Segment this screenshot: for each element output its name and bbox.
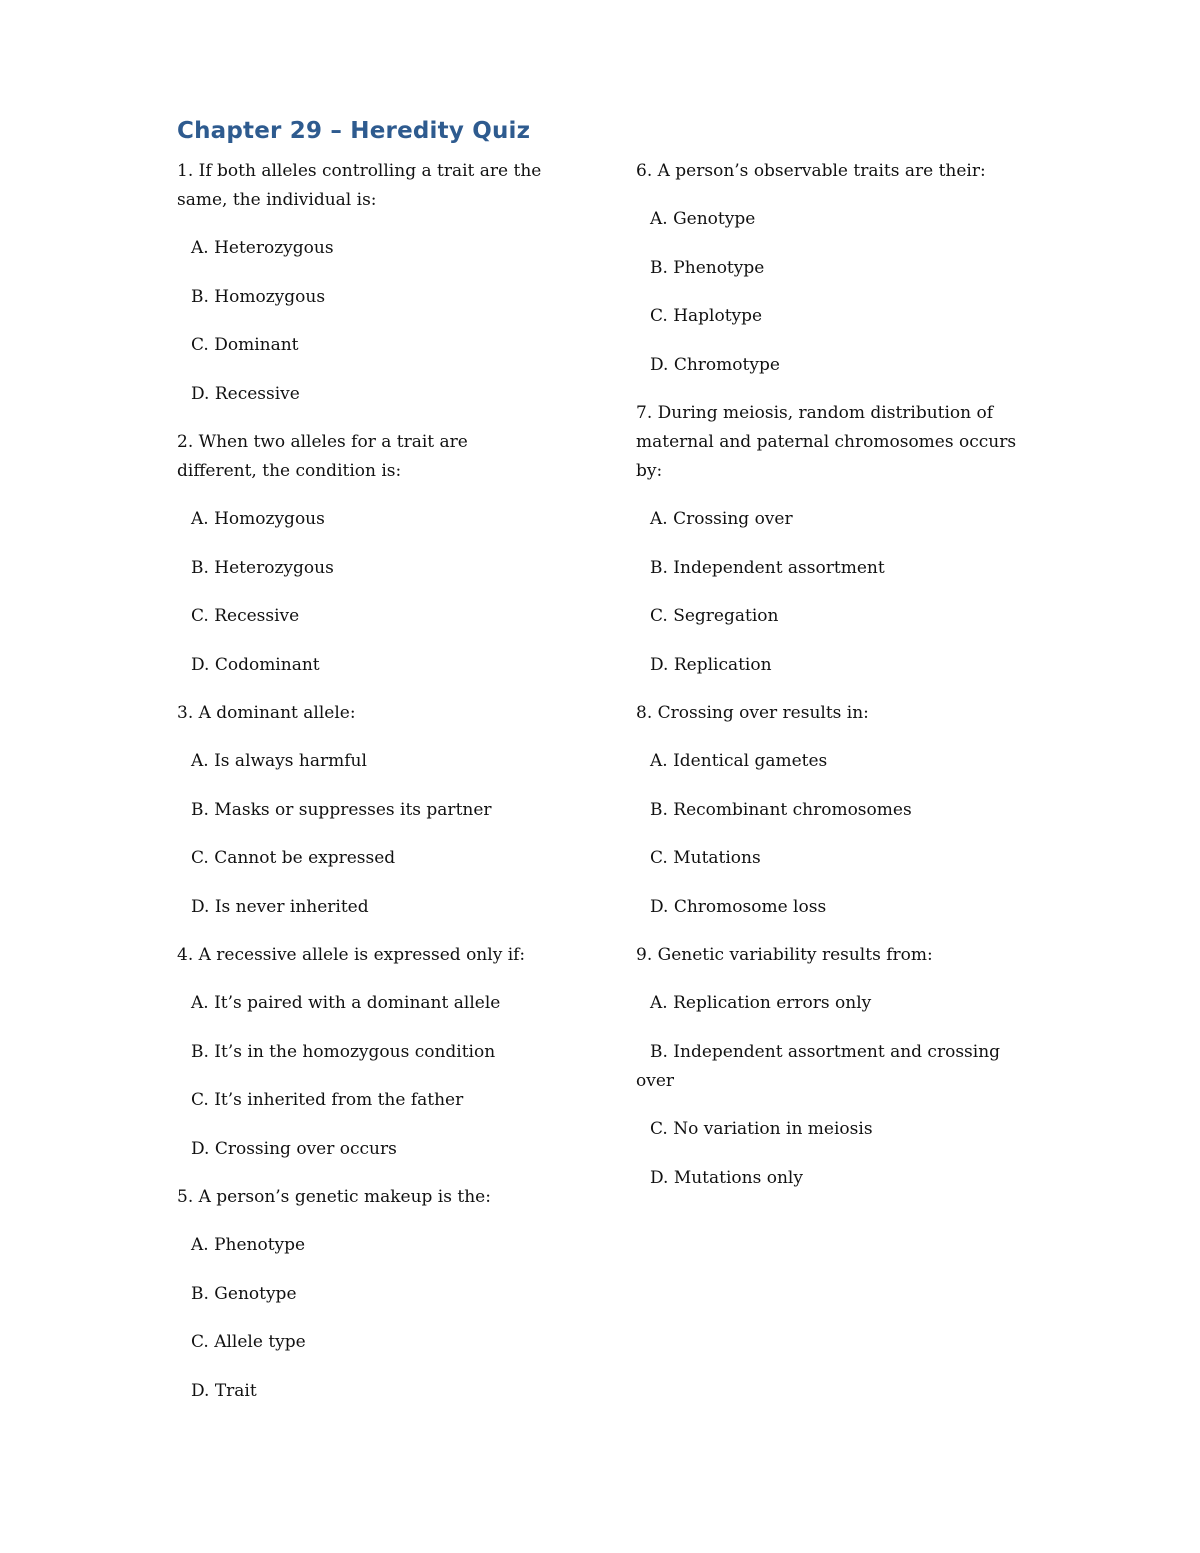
answer-option: A. Is always harmful xyxy=(191,751,367,771)
question-7 xyxy=(636,399,1031,680)
question-text: 9. Genetic variability results from: xyxy=(636,945,933,965)
answer-option: D. Chromosome loss xyxy=(650,896,827,917)
answer-option: D. Mutations only xyxy=(650,1167,803,1188)
question-4 xyxy=(177,941,577,1164)
answer-option: B. Heterozygous xyxy=(191,557,334,578)
question-2 xyxy=(177,428,577,680)
answer-option: D. Codominant xyxy=(191,654,320,675)
question-3 xyxy=(177,699,577,922)
answer-option: D. Chromotype xyxy=(650,354,780,375)
answer-option: D. Is never inherited xyxy=(191,896,369,917)
question-text: 4. A recessive allele is expressed only if: xyxy=(177,945,526,965)
left-column xyxy=(177,157,577,1425)
answer-option: A. Heterozygous xyxy=(191,238,334,258)
answer-option: C. Haplotype xyxy=(650,306,763,326)
right-column xyxy=(636,157,1031,1212)
answer-option: B. Independent assortment xyxy=(650,557,885,578)
answer-option: D. Trait xyxy=(191,1380,257,1401)
question-text: 8. Crossing over results in: xyxy=(636,703,869,723)
question-text: 6. A person’s observable traits are their: xyxy=(636,161,986,181)
question-6 xyxy=(636,157,1031,380)
answer-option: C. Dominant xyxy=(191,335,299,355)
answer-option: B. Recombinant chromosomes xyxy=(650,799,912,820)
question-text: 7. During meiosis, random distribution of maternal and paternal chromosomes occurs by: xyxy=(636,403,1017,481)
question-8 xyxy=(636,699,1031,922)
question-1 xyxy=(177,157,577,409)
question-text: 2. When two alleles for a trait are different, the condition is: xyxy=(177,432,468,481)
answer-option: D. Recessive xyxy=(191,383,300,404)
answer-option: B. It’s in the homozygous condition xyxy=(191,1041,496,1062)
answer-option: C. It’s inherited from the father xyxy=(191,1090,464,1110)
answer-option: B. Homozygous xyxy=(191,286,326,307)
answer-option: B. Genotype xyxy=(191,1283,297,1304)
answer-option: A. Replication errors only xyxy=(650,993,872,1013)
answer-option: B. Phenotype xyxy=(650,257,765,278)
answer-option: A. Genotype xyxy=(650,209,756,229)
answer-option: A. Identical gametes xyxy=(650,751,828,771)
question-5 xyxy=(177,1183,577,1406)
answer-option: B. Masks or suppresses its partner xyxy=(191,799,492,820)
answer-option: C. Cannot be expressed xyxy=(191,848,396,868)
answer-option: A. Homozygous xyxy=(191,509,325,529)
question-text: 5. A person’s genetic makeup is the: xyxy=(177,1187,491,1207)
answer-option: C. Allele type xyxy=(191,1332,306,1352)
answer-option: A. Phenotype xyxy=(191,1235,306,1255)
question-text: 1. If both alleles controlling a trait are the same, the individual is: xyxy=(177,161,542,210)
answer-option: D. Crossing over occurs xyxy=(191,1138,397,1159)
answer-option: C. Segregation xyxy=(650,606,779,626)
answer-option: A. Crossing over xyxy=(650,509,793,529)
answer-option: C. Recessive xyxy=(191,606,300,626)
question-9 xyxy=(636,941,1031,1193)
page-title: Chapter 29 – Heredity Quiz xyxy=(177,118,531,144)
answer-option: D. Replication xyxy=(650,654,772,675)
answer-option: A. It’s paired with a dominant allele xyxy=(191,993,501,1013)
answer-option: B. Independent assortment and crossing over xyxy=(636,1041,1001,1091)
answer-option: C. No variation in meiosis xyxy=(650,1119,873,1139)
question-text: 3. A dominant allele: xyxy=(177,703,356,723)
answer-option: C. Mutations xyxy=(650,848,761,868)
